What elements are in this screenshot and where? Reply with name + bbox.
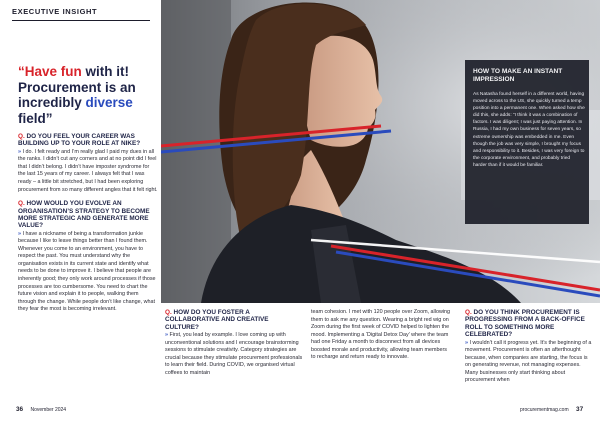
sidebar-text: As Natasha found herself in a different world, having moved across to the US, she quickly turned a temp position into a permanent one. When asked how she did this, she adds: “I think it was a combination of factors. I was diligent; I was just paying attention. In Russia, I had my own business for seven years, so extreme ownership was embedded in me. Even though the job was very simple, I brought my focus and responsibility to it. Besides, I was very foreign to the corporate environment, and probably tried harder than if it would be familiar. <box>473 92 585 168</box>
answer-marker-icon: » <box>165 332 168 339</box>
question-strategy <box>18 200 158 230</box>
answer-marker-icon: » <box>18 230 21 237</box>
answer-continued: team cohesion. I met with 120 people over Zoom, allowing them to ask me any question. Wearing a bright red wig on Zoom during the first week of COVID helped to lighten the mood. Implementing a ‘Digital Detox Day’ where the team had one Friday a month to disconnect from all devices boosted morale and productivity, allowing team members to recharge and return ready to innovate. <box>311 309 451 361</box>
question-marker: Q. <box>18 200 27 208</box>
header-rule <box>12 20 150 21</box>
site-url: procurementmag.com <box>520 407 569 413</box>
pull-quote-open-mark: “ <box>18 64 25 79</box>
question-marker: Q. <box>18 133 27 140</box>
question-text: DO YOU THINK PROCUREMENT IS PROGRESSING FROM A BACK-OFFICE ROLL TO SOMETHING MORE CELEBRATED? <box>465 309 585 339</box>
sidebar-box <box>465 60 589 224</box>
answer-progress <box>465 340 593 385</box>
section-header <box>12 7 152 21</box>
answer-marker-icon: » <box>465 339 468 346</box>
column-4 <box>465 309 593 385</box>
question-career <box>18 133 158 148</box>
pull-quote-text-1: with it! Procurement is an incredibly <box>18 64 136 110</box>
answer-text: I have a nickname of being a transformation junkie because I like to leave things better than I found them. Whenever you come to an environment, you have to respect the past. You must understand why the organisation exists in its current state and identify what needs to be done to improve it. I believe that people are inherently good; they only work around processes if those processes are too cumbersome. You need to chart the future vision and explain it to people, walking them through the change. While people don’t like change, what they fear the most is becoming irrelevant. <box>18 230 156 313</box>
pull-quote-emphasis-1: Have fun <box>24 64 82 79</box>
question-marker: Q. <box>165 309 174 316</box>
answer-career <box>18 149 158 194</box>
column-3 <box>311 309 451 362</box>
left-page-number: 36 <box>16 406 24 413</box>
issue-date: November 2024 <box>30 407 67 413</box>
question-text: HOW WOULD YOU EVOLVE AN ORGANISATION’S STRATEGY TO BECOME MORE STRATEGIC AND GENERATE MORE VALUE? <box>18 200 150 230</box>
sidebar-title: HOW TO MAKE AN INSTANT IMPRESSION <box>473 68 563 83</box>
column-2 <box>165 309 303 378</box>
question-marker: Q. <box>465 309 474 316</box>
answer-text: I do. I felt ready and I’m really glad I paid my dues in all the ranks. I didn’t cut any corners and at no point did I feel that I didn’t belong. I didn’t have imposter syndrome for the last 15 years of my career. I always felt that I was ready – a little bit stretched, but I had been exploring procurement from so many different angles that it felt right. <box>18 148 158 193</box>
pull-quote-text-2: field” <box>18 110 53 126</box>
question-text: DO YOU FEEL YOUR CAREER WAS BUILDING UP TO YOUR ROLE AT NIKE? <box>18 133 141 148</box>
right-footer <box>520 406 583 413</box>
pull-quote-emphasis-2: diverse <box>85 95 133 110</box>
answer-strategy <box>18 231 158 314</box>
answer-text: I wouldn’t call it progress yet. It’s the beginning of a movement. Procurement is often an afterthought because, when companies are starting, the focus is on generating revenue, not managing expenses. Many businesses only start thinking about procurement when <box>465 339 592 384</box>
answer-culture <box>165 332 303 377</box>
question-culture <box>165 309 303 331</box>
answer-marker-icon: » <box>18 148 21 155</box>
question-progress <box>465 309 593 339</box>
section-label: EXECUTIVE INSIGHT <box>12 7 98 16</box>
left-footer <box>16 406 66 413</box>
column-1 <box>18 133 158 314</box>
answer-text: First, you lead by example. I love coming up with unconventional solutions and I encourage brainstorming sessions to stimulate creativity. Category strategies are crucial because they stimulate procurement professionals to learn their field. During COVID, we organised virtual coffees to maintain <box>165 332 303 376</box>
pull-quote <box>18 64 158 126</box>
question-text: HOW DO YOU FOSTER A COLLABORATIVE AND CREATIVE CULTURE? <box>165 309 269 331</box>
right-page-number: 37 <box>576 406 584 413</box>
